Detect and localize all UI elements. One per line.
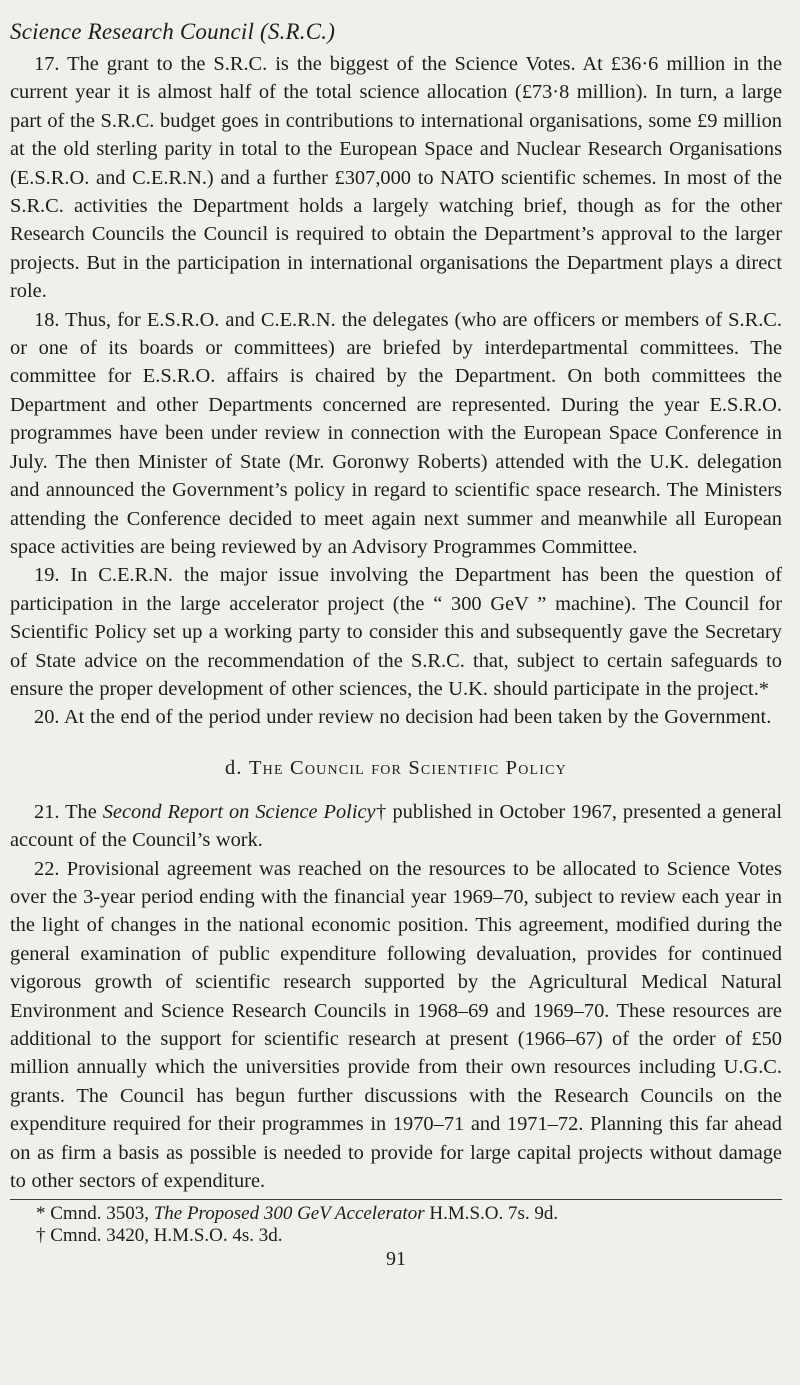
footnote-1 (36, 1203, 782, 1225)
section-heading: Science Research Council (S.R.C.) (10, 19, 336, 44)
paragraph-19: 19. In C.E.R.N. the major issue involving the Department has been the question of participation in the large accelerator project (the “ 300 GeV ” machine). The Council for Scientific Policy set up a working party to consider this and subsequently gave the Secretary of State advice on the recommendation of the S.R.C. that, subject to certain safeguards to ensure the proper development of other sciences, the U.K. should participate in the project.* (10, 564, 782, 700)
footnote-2-lead: † Cmnd. 3420, H.M.S.O. 4s. 3d. (36, 1225, 283, 1247)
paragraph-17: 17. The grant to the S.R.C. is the biggest of the Science Votes. At £36·6 million in the current year it is almost half of the total science allocation (£73·8 million). In turn, a large part of the S.R.C. budget goes in contributions to international organisations, some £9 million at the old sterling parity in total to the European Space and Nuclear Research Organisations (E.S.R.O. and C.E.R.N.) and a further £307,000 to NATO scientific schemes. In most of the S.R.C. activities the Department holds a largely watching brief, though as for the other Research Councils the Council is required to obtain the Department’s approval to the larger projects. But in the participation in international organisations the Department plays a direct role. (10, 53, 782, 303)
footnote-1-title: The Proposed 300 GeV Accelerator (153, 1203, 425, 1225)
paragraph-21 (10, 798, 782, 855)
footnote-1-lead: * Cmnd. 3503, (36, 1203, 149, 1225)
report-title: Second Report on Science Policy (102, 800, 376, 823)
footnote-2 (36, 1225, 782, 1247)
paragraph-18: 18. Thus, for E.S.R.O. and C.E.R.N. the delegates (who are officers or members of S.R.C. or one of its boards or committees) are briefed by interdepartmental committees. The committee for E.S.R.O. affairs is chaired by the Department. On both committees the Department and other Departments concerned are represented. During the year E.S.R.O. programmes have been under review in connection with the European Space Conference in July. The then Minister of State (Mr. Goronwy Roberts) attended with the U.K. delegation and announced the Government’s policy in regard to scientific space research. The Ministers attending the Conference decided to meet again next summer and meanwhile all European space activities are being reviewed by an Advisory Programmes Committee. (10, 308, 782, 558)
paragraph-22: 22. Provisional agreement was reached on the resources to be allocated to Science Votes over the 3-year period ending with the financial year 1969–70, subject to review each year in the light of changes in the national economic position. This agreement, modified during the general examination of public expenditure following devaluation, provides for continued vigorous growth of scientific research supported by the Agricultural Medical Natural Environment and Science Research Councils in 1968–69 and 1969–70. These resources are additional to the support for scientific research at present (1966–67) of the order of £50 million annually which the universities provide from their own resources including U.G.C. grants. The Council has begun further discussions with the Research Councils on the expenditure required for their programmes in 1970–71 and 1971–72. Planning this far ahead on as firm a basis as possible is needed to provide for large capital projects without damage to other sectors of expenditure. (10, 857, 782, 1193)
subheading (10, 754, 782, 782)
paragraph-21-lead: 21. The (34, 800, 97, 823)
paragraph-21-rest: † published in October 1967, presented a general account of the Council’s work. (10, 800, 782, 852)
subheading-prefix: d. (225, 756, 243, 779)
page-number: 91 (386, 1248, 406, 1271)
footnote-1-rest: H.M.S.O. 7s. 9d. (429, 1203, 559, 1225)
footnote-divider (10, 1199, 782, 1200)
paragraph-20: 20. At the end of the period under review no decision had been taken by the Government. (34, 706, 772, 729)
subheading-title: The Council for Scientific Policy (249, 756, 567, 779)
